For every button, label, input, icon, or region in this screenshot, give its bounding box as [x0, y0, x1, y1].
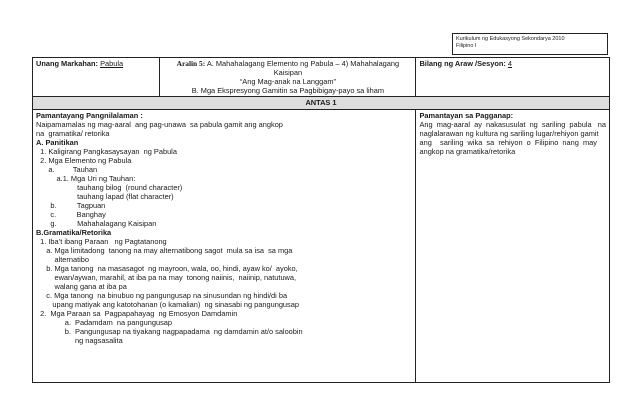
curriculum-label-box: [452, 33, 608, 55]
content-line: upang matiyak ang katotohanan (o kamalian) ng sinasabi ng pangungusap: [36, 300, 299, 309]
sessions-value: 4: [507, 59, 513, 68]
lesson-label: Aralin 5:: [176, 59, 206, 68]
performance-standard-cell: [416, 110, 610, 383]
content-line: b. Mga tanong na masasagot ng mayroon, wala, oo, hindi, ayaw ko/ ayoko,: [36, 264, 298, 273]
content-line: ng nagsasalita: [36, 336, 123, 345]
content-line: alternatibo: [36, 255, 89, 264]
performance-line: Ang mag-aaral ay nakasusulat ng sariling pabula na: [419, 120, 606, 129]
lesson-story-title: “Ang Mag-anak na Langgam”: [239, 77, 336, 86]
content-line: walang gana at iba pa: [36, 282, 127, 291]
performance-line: angkop na gramatika/retorika: [419, 147, 516, 156]
quarter-value: Pabula: [100, 59, 124, 68]
curriculum-title: Kurikulum ng Edukasyong Sekondarya 2010: [456, 36, 565, 42]
content-line: A. Panitikan: [36, 138, 79, 147]
quarter-cell: [33, 58, 160, 97]
content-line: a. Mga limitadong tanong na may alternatibong sagot mula sa isa sa mga: [36, 246, 293, 255]
content-standard-body: [36, 120, 412, 345]
content-line: a.1. Mga Uri ng Tauhan:: [36, 174, 136, 183]
content-standard-heading: Pamantayang Pangnilalaman :: [36, 111, 143, 120]
content-line: tauhang bilog (round character): [36, 183, 183, 192]
content-line: b. Tagpuan: [36, 201, 106, 210]
content-standard-cell: [33, 110, 416, 383]
content-line: g. Mahahalagang Kaisipan: [36, 219, 157, 228]
sessions-label: Bilang ng Araw /Sesyon:: [419, 59, 506, 68]
header-row: [33, 58, 610, 97]
level-heading: ANTAS 1: [33, 97, 610, 110]
content-line: 1. Kaligirang Pangkasaysayan ng Pabula: [36, 147, 177, 156]
lesson-part-a: A. Mahahalagang Elemento ng Pabula – 4) Mahahalagang: [206, 59, 400, 68]
content-line: ewan/aywan, marahil, at iba pa na may tonong naiinis, naiinip, natutuwa,: [36, 273, 297, 282]
performance-line: ang sariling wika sa rehiyon o Filipino nang may: [419, 138, 597, 147]
content-line: c. Mga tanong na binubuo ng pangungusap na sinusundan ng hindi/di ba: [36, 291, 288, 300]
content-line: a. Tauhan: [36, 165, 98, 174]
quarter-label: Unang Markahan:: [36, 59, 99, 68]
subject-title: Filipino I: [456, 43, 477, 49]
content-line: 2. Mga Elemento ng Pabula: [36, 156, 132, 165]
standards-row: [33, 110, 610, 383]
content-line: c. Banghay: [36, 210, 106, 219]
content-line: 1. Iba’t ibang Paraan ng Pagtatanong: [36, 237, 167, 246]
lesson-cell: [160, 58, 416, 97]
content-line: 2. Mga Paraan sa Pagpapahayag ng Emosyon Damdamin: [36, 309, 238, 318]
performance-standard-body: [419, 120, 606, 156]
curriculum-table: [32, 57, 610, 383]
content-line: a. Padamdam na pangungusap: [36, 318, 172, 327]
performance-line: naglalarawan ng kultura ng sariling lugar/rehiyon gamit: [419, 129, 599, 138]
performance-standard-heading: Pamantayan sa Pagganap:: [419, 111, 514, 120]
content-line: na gramatika/ retorika: [36, 129, 110, 138]
content-line: B.Gramatika/Retorika: [36, 228, 112, 237]
content-line: tauhang lapad (flat character): [36, 192, 174, 201]
lesson-part-b: B. Mga Ekspresyong Gamitin sa Pagbibigay-payo sa liham: [191, 86, 385, 95]
level-row: [33, 97, 610, 110]
content-line: b. Pangungusap na tiyakang nagpapadama ng damdamin at/o saloobin: [36, 327, 303, 336]
content-line: Naipamamalas ng mag-aaral ang pag-unawa sa pabula gamit ang angkop: [36, 120, 283, 129]
lesson-part-a-cont: Kaisipan: [273, 68, 303, 77]
sessions-cell: [416, 58, 610, 97]
